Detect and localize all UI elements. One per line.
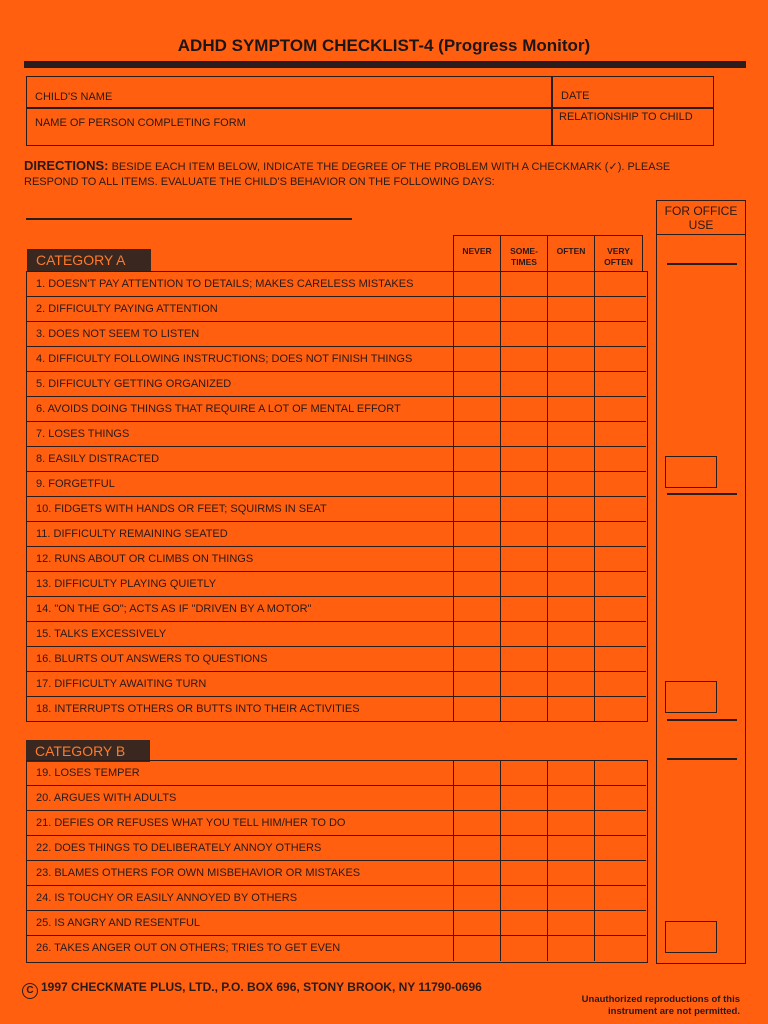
rating-cell-very-often[interactable] [595, 297, 642, 321]
office-line [667, 263, 737, 265]
rating-cell-sometimes[interactable] [501, 861, 548, 885]
rating-cell-often[interactable] [548, 397, 595, 421]
checklist-row [27, 572, 646, 597]
checklist-row [27, 522, 646, 547]
directions-label: DIRECTIONS: [24, 158, 109, 173]
rating-cell-sometimes[interactable] [501, 886, 548, 910]
rating-cell-very-often[interactable] [595, 836, 642, 860]
checklist-row [27, 622, 646, 647]
checklist-row [27, 547, 646, 572]
rating-cell-very-often[interactable] [595, 697, 642, 722]
rating-cell-often[interactable] [548, 811, 595, 835]
rating-cell-often[interactable] [548, 297, 595, 321]
office-score-box-b[interactable] [665, 921, 717, 953]
office-line [667, 719, 737, 721]
item-text: 17. DIFFICULTY AWAITING TURN [27, 672, 454, 696]
rating-cell-never[interactable] [454, 572, 501, 596]
checklist-row [27, 886, 646, 911]
rating-cell-often[interactable] [548, 836, 595, 860]
rating-cell-never[interactable] [454, 347, 501, 371]
rating-cell-often[interactable] [548, 372, 595, 396]
rating-cell-sometimes[interactable] [501, 672, 548, 696]
rating-cell-very-often[interactable] [595, 397, 642, 421]
rating-cell-often[interactable] [548, 647, 595, 671]
checklist-row [27, 936, 646, 961]
item-text: 3. DOES NOT SEEM TO LISTEN [27, 322, 454, 346]
checklist-row [27, 597, 646, 622]
item-text: 6. AVOIDS DOING THINGS THAT REQUIRE A LOT OF MENTAL EFFORT [27, 397, 454, 421]
rating-cell-sometimes[interactable] [501, 786, 548, 810]
rating-column-headers [453, 235, 643, 271]
rating-cell-sometimes[interactable] [501, 761, 548, 785]
copyright-icon: C [22, 983, 38, 999]
rating-cell-never[interactable] [454, 622, 501, 646]
column-header: OFTEN [548, 236, 595, 271]
office-line [667, 493, 737, 495]
rating-cell-never[interactable] [454, 936, 501, 961]
office-score-box-a2[interactable] [665, 681, 717, 713]
checklist-row [27, 647, 646, 672]
item-text: 19. LOSES TEMPER [27, 761, 454, 785]
rating-cell-never[interactable] [454, 472, 501, 496]
rating-cell-very-often[interactable] [595, 547, 642, 571]
item-text: 22. DOES THINGS TO DELIBERATELY ANNOY OTHERS [27, 836, 454, 860]
rating-cell-sometimes[interactable] [501, 522, 548, 546]
checklist-row [27, 447, 646, 472]
rating-cell-often[interactable] [548, 911, 595, 935]
footer-text: 1997 CHECKMATE PLUS, LTD., P.O. BOX 696, STONY BROOK, NY 11790-0696 [41, 980, 482, 994]
rating-cell-never[interactable] [454, 272, 501, 296]
rating-cell-never[interactable] [454, 761, 501, 785]
rating-cell-never[interactable] [454, 836, 501, 860]
rating-cell-often[interactable] [548, 497, 595, 521]
rating-cell-never[interactable] [454, 372, 501, 396]
rating-cell-often[interactable] [548, 522, 595, 546]
rating-cell-never[interactable] [454, 697, 501, 722]
child-name-field[interactable]: CHILD'S NAME [35, 91, 113, 103]
title-divider [24, 61, 746, 68]
directions [24, 158, 724, 190]
item-text: 9. FORGETFUL [27, 472, 454, 496]
rating-cell-often[interactable] [548, 786, 595, 810]
item-text: 7. LOSES THINGS [27, 422, 454, 446]
rating-cell-sometimes[interactable] [501, 647, 548, 671]
days-input-line[interactable] [26, 218, 352, 220]
item-text: 15. TALKS EXCESSIVELY [27, 622, 454, 646]
item-text: 10. FIDGETS WITH HANDS OR FEET; SQUIRMS IN SEAT [27, 497, 454, 521]
rating-cell-often[interactable] [548, 547, 595, 571]
form-title: ADHD SYMPTOM CHECKLIST-4 (Progress Monitor) [177, 36, 591, 55]
rating-cell-very-often[interactable] [595, 786, 642, 810]
rating-cell-sometimes[interactable] [501, 447, 548, 471]
office-use-column [656, 200, 746, 964]
reproduction-notice: Unauthorized reproductions of this instrument are not permitted. [581, 994, 740, 1017]
rating-cell-very-often[interactable] [595, 597, 642, 621]
checklist-row [27, 372, 646, 397]
rating-cell-sometimes[interactable] [501, 322, 548, 346]
rating-cell-often[interactable] [548, 447, 595, 471]
category-a-grid [26, 271, 648, 722]
office-use-header: FOR OFFICE USE [657, 201, 745, 235]
item-text: 13. DIFFICULTY PLAYING QUIETLY [27, 572, 454, 596]
rating-cell-very-often[interactable] [595, 572, 642, 596]
rating-cell-never[interactable] [454, 911, 501, 935]
item-text: 11. DIFFICULTY REMAINING SEATED [27, 522, 454, 546]
rating-cell-often[interactable] [548, 672, 595, 696]
item-text: 16. BLURTS OUT ANSWERS TO QUESTIONS [27, 647, 454, 671]
rating-cell-very-often[interactable] [595, 761, 642, 785]
rating-cell-very-often[interactable] [595, 497, 642, 521]
rating-cell-very-often[interactable] [595, 936, 642, 961]
rating-cell-very-often[interactable] [595, 886, 642, 910]
rating-cell-sometimes[interactable] [501, 836, 548, 860]
rating-cell-never[interactable] [454, 597, 501, 621]
rating-cell-sometimes[interactable] [501, 497, 548, 521]
column-header: NEVER [454, 236, 501, 271]
checklist-row [27, 272, 646, 297]
rating-cell-never[interactable] [454, 861, 501, 885]
rating-cell-very-often[interactable] [595, 522, 642, 546]
checklist-row [27, 861, 646, 886]
rating-cell-sometimes[interactable] [501, 372, 548, 396]
directions-text: BESIDE EACH ITEM BELOW, INDICATE THE DEGREE OF THE PROBLEM WITH A CHECKMARK (✓). PLEASE RESPOND TO ALL ITEMS. EVALUATE THE CHILD'S BEHAVIOR ON THE FOLLOWING DAYS: [24, 161, 671, 188]
item-text: 20. ARGUES WITH ADULTS [27, 786, 454, 810]
checklist-row [27, 911, 646, 936]
rating-cell-never[interactable] [454, 397, 501, 421]
item-text: 26. TAKES ANGER OUT ON OTHERS; TRIES TO GET EVEN [27, 936, 454, 961]
person-completing-field[interactable]: NAME OF PERSON COMPLETING FORM [35, 117, 246, 129]
rating-cell-never[interactable] [454, 672, 501, 696]
rating-cell-never[interactable] [454, 497, 501, 521]
checklist-row [27, 672, 646, 697]
item-text: 25. IS ANGRY AND RESENTFUL [27, 911, 454, 935]
rating-cell-never[interactable] [454, 322, 501, 346]
rating-cell-very-often[interactable] [595, 647, 642, 671]
rating-cell-very-often[interactable] [595, 372, 642, 396]
rating-cell-never[interactable] [454, 447, 501, 471]
column-header: VERY OFTEN [604, 246, 633, 267]
checklist-row [27, 422, 646, 447]
item-text: 2. DIFFICULTY PAYING ATTENTION [27, 297, 454, 321]
item-text: 14. "ON THE GO"; ACTS AS IF "DRIVEN BY A MOTOR" [27, 597, 454, 621]
rating-cell-often[interactable] [548, 572, 595, 596]
item-text: 24. IS TOUCHY OR EASILY ANNOYED BY OTHERS [27, 886, 454, 910]
rating-cell-very-often[interactable] [595, 672, 642, 696]
rating-cell-never[interactable] [454, 886, 501, 910]
relationship-field[interactable]: RELATIONSHIP TO CHILD [559, 111, 693, 123]
rating-cell-sometimes[interactable] [501, 272, 548, 296]
checklist-row [27, 497, 646, 522]
rating-cell-often[interactable] [548, 697, 595, 722]
category-b-grid [26, 760, 648, 963]
checklist-row [27, 697, 646, 722]
copyright-footer [22, 980, 482, 999]
rating-cell-often[interactable] [548, 622, 595, 646]
rating-cell-sometimes[interactable] [501, 347, 548, 371]
checklist-row [27, 347, 646, 372]
rating-cell-very-often[interactable] [595, 422, 642, 446]
item-text: 5. DIFFICULTY GETTING ORGANIZED [27, 372, 454, 396]
rating-cell-never[interactable] [454, 297, 501, 321]
rating-cell-very-often[interactable] [595, 861, 642, 885]
rating-cell-often[interactable] [548, 472, 595, 496]
rating-cell-very-often[interactable] [595, 811, 642, 835]
rating-cell-very-often[interactable] [595, 272, 642, 296]
info-box [26, 76, 714, 146]
rating-cell-often[interactable] [548, 936, 595, 961]
rating-cell-very-often[interactable] [595, 911, 642, 935]
office-score-box-a1[interactable] [665, 456, 717, 488]
checklist-row [27, 322, 646, 347]
checklist-row [27, 811, 646, 836]
rating-cell-never[interactable] [454, 647, 501, 671]
rating-cell-sometimes[interactable] [501, 911, 548, 935]
column-header: SOME-TIMES [501, 236, 548, 271]
item-text: 23. BLAMES OTHERS FOR OWN MISBEHAVIOR OR MISTAKES [27, 861, 454, 885]
rating-cell-often[interactable] [548, 761, 595, 785]
rating-cell-never[interactable] [454, 547, 501, 571]
office-line [667, 758, 737, 760]
item-text: 12. RUNS ABOUT OR CLIMBS ON THINGS [27, 547, 454, 571]
category-b-label: CATEGORY B [26, 740, 150, 762]
category-a-label: CATEGORY A [27, 249, 151, 271]
item-text: 8. EASILY DISTRACTED [27, 447, 454, 471]
rating-cell-often[interactable] [548, 861, 595, 885]
rating-cell-sometimes[interactable] [501, 597, 548, 621]
rating-cell-never[interactable] [454, 786, 501, 810]
rating-cell-never[interactable] [454, 522, 501, 546]
rating-cell-sometimes[interactable] [501, 697, 548, 722]
rating-cell-never[interactable] [454, 422, 501, 446]
rating-cell-sometimes[interactable] [501, 397, 548, 421]
rating-cell-very-often[interactable] [595, 447, 642, 471]
rating-cell-often[interactable] [548, 347, 595, 371]
rating-cell-very-often[interactable] [595, 347, 642, 371]
checklist-row [27, 786, 646, 811]
checklist-row [27, 472, 646, 497]
checklist-row [27, 836, 646, 861]
rating-cell-sometimes[interactable] [501, 422, 548, 446]
rating-cell-sometimes[interactable] [501, 811, 548, 835]
item-text: 21. DEFIES OR REFUSES WHAT YOU TELL HIM/HER TO DO [27, 811, 454, 835]
rating-cell-never[interactable] [454, 811, 501, 835]
rating-cell-often[interactable] [548, 597, 595, 621]
checklist-row [27, 761, 646, 786]
checklist-row [27, 397, 646, 422]
rating-cell-sometimes[interactable] [501, 572, 548, 596]
item-text: 4. DIFFICULTY FOLLOWING INSTRUCTIONS; DOES NOT FINISH THINGS [27, 347, 454, 371]
item-text: 18. INTERRUPTS OTHERS OR BUTTS INTO THEIR ACTIVITIES [27, 697, 454, 722]
rating-cell-sometimes[interactable] [501, 297, 548, 321]
rating-cell-often[interactable] [548, 322, 595, 346]
rating-cell-sometimes[interactable] [501, 936, 548, 961]
item-text: 1. DOESN'T PAY ATTENTION TO DETAILS; MAKES CARELESS MISTAKES [27, 272, 454, 296]
rating-cell-often[interactable] [548, 422, 595, 446]
rating-cell-sometimes[interactable] [501, 547, 548, 571]
date-field[interactable]: DATE [561, 90, 590, 102]
rating-cell-often[interactable] [548, 272, 595, 296]
rating-cell-often[interactable] [548, 886, 595, 910]
rating-cell-very-often[interactable] [595, 472, 642, 496]
rating-cell-sometimes[interactable] [501, 622, 548, 646]
checklist-row [27, 297, 646, 322]
rating-cell-very-often[interactable] [595, 322, 642, 346]
rating-cell-very-often[interactable] [595, 622, 642, 646]
rating-cell-sometimes[interactable] [501, 472, 548, 496]
